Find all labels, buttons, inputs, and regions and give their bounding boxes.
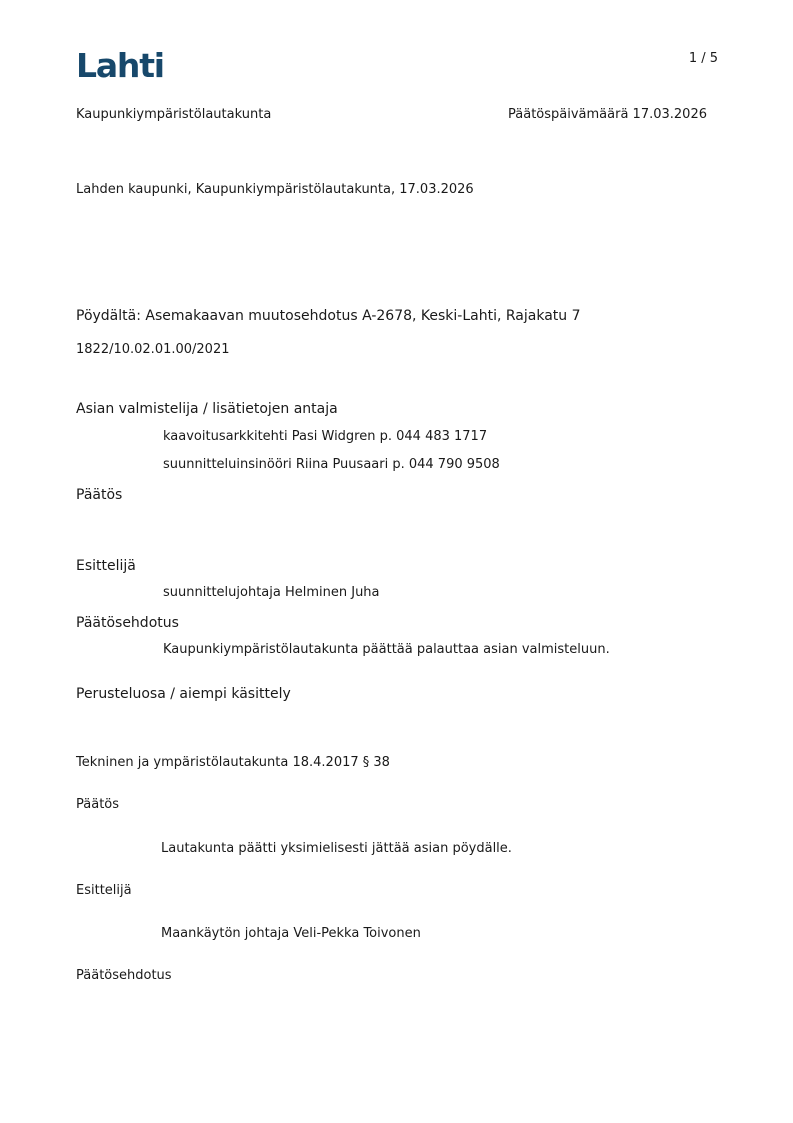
lahti-logo-graphic bbox=[76, 46, 168, 82]
previous-presenter-name: Maankäytön johtaja Veli-Pekka Toivonen bbox=[161, 926, 421, 941]
decision-heading: Päätös bbox=[76, 487, 123, 503]
proposal-text: Kaupunkiympäristölautakunta päättää palauttaa asian valmisteluun. bbox=[163, 642, 610, 657]
previous-decision-heading: Päätös bbox=[76, 797, 120, 812]
preparer-2: suunnitteluinsinööri Riina Puusaari p. 044 790 9508 bbox=[163, 457, 500, 472]
presenter-heading: Esittelijä bbox=[76, 558, 136, 574]
page-number: 1 / 5 bbox=[688, 51, 718, 66]
previous-proposal-heading: Päätösehdotus bbox=[76, 968, 172, 983]
presenter-name: suunnittelujohtaja Helminen Juha bbox=[163, 585, 380, 600]
meeting-line: Lahden kaupunki, Kaupunkiympäristölautakunta, 17.03.2026 bbox=[76, 182, 474, 197]
previous-decision-text: Lautakunta päätti yksimielisesti jättää asian pöydälle. bbox=[161, 841, 512, 856]
board-name: Kaupunkiympäristölautakunta bbox=[76, 107, 272, 122]
decision-date: Päätöspäivämäärä 17.03.2026 bbox=[508, 107, 707, 122]
preparer-1: kaavoitusarkkitehti Pasi Widgren p. 044 483 1717 bbox=[163, 429, 488, 444]
previous-presenter-heading: Esittelijä bbox=[76, 883, 132, 898]
background-heading: Perusteluosa / aiempi käsittely bbox=[76, 686, 291, 702]
logo-text: Lahti bbox=[76, 46, 164, 82]
previous-board-line: Tekninen ja ympäristölautakunta 18.4.2017 § 38 bbox=[76, 755, 390, 770]
lahti-logo bbox=[76, 46, 168, 82]
preparer-heading: Asian valmistelija / lisätietojen antaja bbox=[76, 401, 338, 417]
document-title: Pöydältä: Asemakaavan muutosehdotus A-2678, Keski-Lahti, Rajakatu 7 bbox=[76, 308, 581, 324]
proposal-heading: Päätösehdotus bbox=[76, 615, 179, 631]
record-number: 1822/10.02.01.00/2021 bbox=[76, 342, 230, 357]
